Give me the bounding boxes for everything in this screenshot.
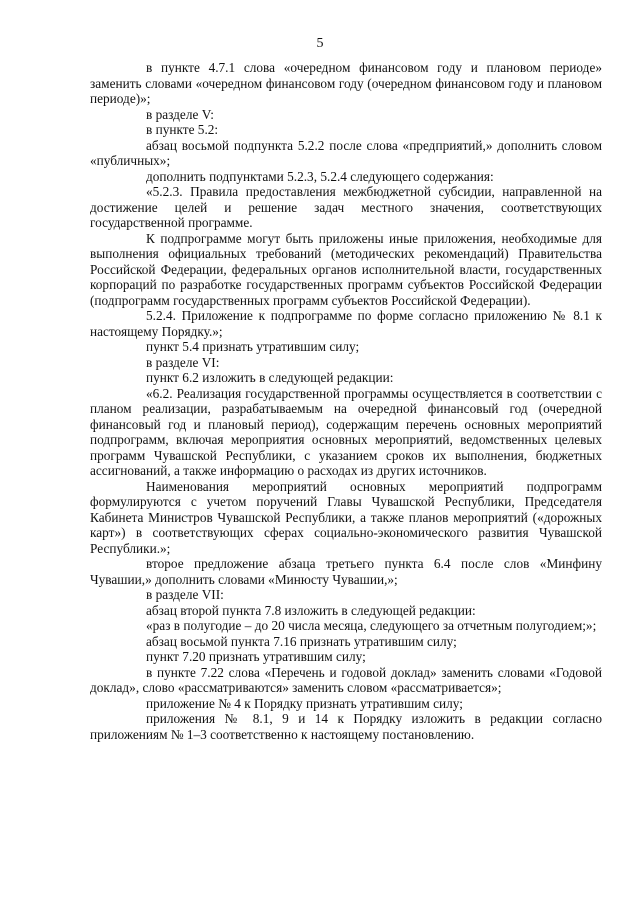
paragraph: второе предложение абзаца третьего пункта 6.4 после слов «Минфину Чувашии,» дополнить словами «Минюсту Чувашии,»;: [90, 556, 602, 587]
paragraph: «5.2.3. Правила предоставления межбюджетной субсидии, направленной на достижение целей и решение задач местного значения, соответствующих государственной программе.: [90, 184, 602, 230]
paragraph: в пункте 5.2:: [146, 122, 219, 137]
paragraph: в пункте 4.7.1 слова «очередном финансовом году и плановом периоде» заменить словами «очередном финансовом году (очередном финансовом году и плановом периоде)»;: [90, 60, 602, 106]
page-number: 5: [316, 36, 324, 51]
paragraph: приложения № 8.1, 9 и 14 к Порядку изложить в редакции согласно приложениям № 1–3 соответственно к настоящему постановлению.: [90, 711, 602, 742]
paragraph: абзац второй пункта 7.8 изложить в следующей редакции:: [146, 602, 476, 618]
paragraph: в пункте 7.22 слова «Перечень и годовой доклад» заменить словами «Годовой доклад», слово «рассматриваются» заменить словом «рассматривается»;: [90, 664, 602, 695]
paragraph: «6.2. Реализация государственной программы осуществляется в соответствии с планом реализации, разрабатываемым на очередной финансовый год (очередной финансовый год и плановый период), содержащим перечень основных мероприятий подпрограмм, включая мероприятия основных мероприятий, ведомственных целевых программ Чувашской Республики, с указанием сроков их выполнения, бюджетных ассигнований, а также информацию о расходах из других источников.: [90, 385, 602, 478]
paragraph: К подпрограмме могут быть приложены иные приложения, необходимые для выполнения официальных требований (методических рекомендаций) Правительства Российской Федерации, федеральных органов исполнительной власти, государственных корпораций по разработке государственных программ субъектов Российской Федерации (подпрограмм государственных программ субъектов Российской Федерации).: [90, 230, 602, 308]
document-body: [90, 60, 602, 742]
paragraph: дополнить подпунктами 5.2.3, 5.2.4 следующего содержания:: [146, 168, 494, 184]
paragraph: абзац восьмой подпункта 5.2.2 после слова «предприятий,» дополнить словом «публичных»;: [90, 137, 602, 168]
paragraph: пункт 6.2 изложить в следующей редакции:: [146, 370, 394, 385]
paragraph: абзац восьмой пункта 7.16 признать утратившим силу;: [146, 633, 457, 649]
paragraph: пункт 7.20 признать утратившим силу;: [146, 649, 366, 664]
paragraph: в разделе VII:: [146, 587, 224, 602]
paragraph: в разделе VI:: [146, 354, 220, 370]
paragraph: «раз в полугодие – до 20 числа месяца, следующего за отчетным полугодием;»;: [146, 618, 597, 633]
paragraph: пункт 5.4 признать утратившим силу;: [146, 339, 360, 354]
paragraph: в разделе V:: [146, 106, 215, 122]
paragraph: Наименования мероприятий основных мероприятий подпрограмм формулируются с учетом поручений Главы Чувашской Республики, Председателя Кабинета Министров Чувашской Республики, а также планов мероприятий («дорожных карт») в соответствующих сферах социально-экономического развития Чувашской Республики.»;: [90, 478, 602, 556]
paragraph: приложение № 4 к Порядку признать утратившим силу;: [146, 695, 463, 711]
paragraph: 5.2.4. Приложение к подпрограмме по форме согласно приложению № 8.1 к настоящему Порядку.»;: [90, 308, 602, 339]
